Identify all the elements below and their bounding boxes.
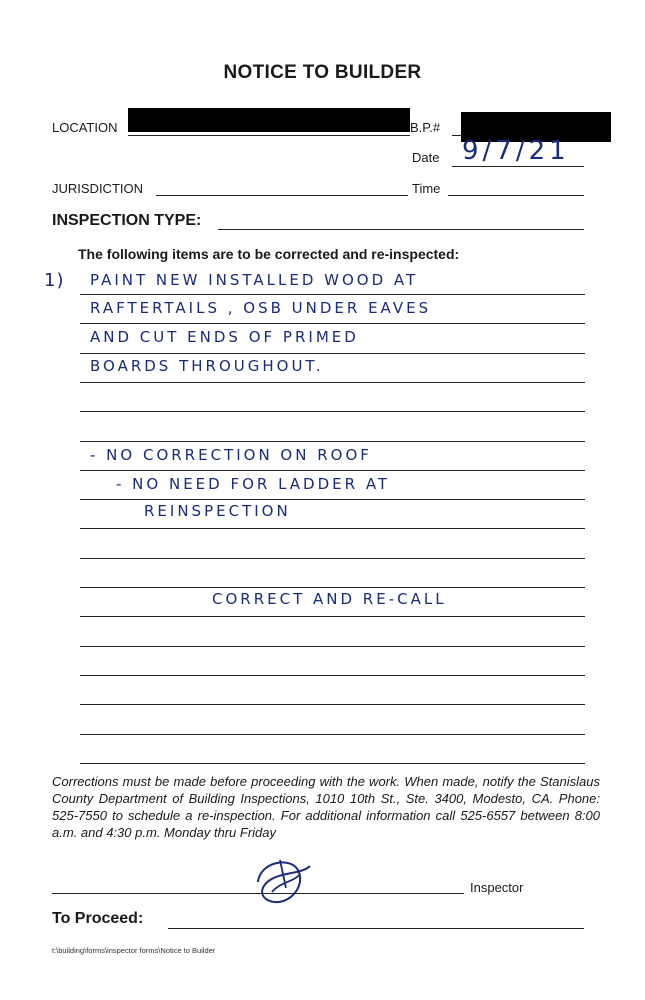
ruled-line — [80, 675, 585, 676]
ruled-line — [80, 353, 585, 354]
inspection-type-label: INSPECTION TYPE: — [52, 212, 202, 229]
ruled-line — [80, 294, 585, 295]
ruled-line — [80, 704, 585, 705]
bp-label: B.P.# — [410, 120, 441, 135]
inspection-type-line — [218, 229, 584, 230]
date-handwritten: 9/7/21 — [462, 136, 570, 166]
handwritten-line: PAINT NEW INSTALLED WOOD AT — [90, 271, 419, 289]
to-proceed-label: To Proceed: — [52, 910, 144, 927]
ruled-line — [80, 499, 585, 500]
handwritten-line: AND CUT ENDS OF PRIMED — [90, 327, 359, 346]
location-line — [128, 135, 410, 136]
ruled-line — [80, 646, 585, 647]
form-title: NOTICE TO BUILDER — [223, 62, 422, 83]
jurisdiction-line — [156, 195, 408, 196]
footer-file-path: t:\building\forms\inspector forms\Notice to Builder — [52, 946, 216, 955]
to-proceed-line — [168, 928, 584, 929]
item-number: 1) — [44, 270, 65, 291]
location-redaction — [128, 108, 410, 132]
jurisdiction-label: JURISDICTION — [52, 181, 143, 196]
inspector-signature — [250, 852, 320, 912]
handwritten-line: REINSPECTION — [144, 502, 291, 521]
ruled-line — [80, 558, 585, 559]
inspector-label: Inspector — [470, 880, 524, 895]
handwritten-line: BOARDS THROUGHOUT. — [90, 356, 324, 375]
ruled-line — [80, 616, 585, 617]
instructions-text: The following items are to be corrected and re-inspected: — [78, 246, 460, 262]
ruled-line — [80, 763, 585, 764]
location-label: LOCATION — [52, 120, 118, 135]
ruled-line — [80, 323, 585, 324]
ruled-line — [80, 470, 585, 471]
ruled-line — [80, 441, 585, 442]
handwritten-line: - NO NEED FOR LADDER AT — [116, 475, 391, 494]
time-label: Time — [412, 181, 441, 196]
ruled-line — [80, 587, 585, 588]
ruled-line — [80, 411, 585, 412]
ruled-line — [80, 382, 585, 383]
date-label: Date — [412, 150, 440, 165]
date-line — [452, 166, 584, 167]
notice-paragraph: Corrections must be made before proceeding with the work. When made, notify the Stanislaus County Department of Building Inspections, 1010 10th St., Ste. 3400, Modesto, CA. Phone: 525-7550 to schedule a re-inspection. For additional information call 525-6557 between 8:00 a.m. and 4:30 p.m. Monday thru Friday — [52, 774, 600, 840]
handwritten-line: RAFTERTAILS , OSB UNDER EAVES — [90, 299, 432, 318]
ruled-line — [80, 528, 585, 529]
handwritten-line: - NO CORRECTION ON ROOF — [90, 445, 372, 464]
ruled-line — [80, 734, 585, 735]
time-line — [448, 195, 584, 196]
handwritten-line: CORRECT AND RE-CALL — [212, 590, 447, 609]
signature-line — [52, 893, 464, 894]
